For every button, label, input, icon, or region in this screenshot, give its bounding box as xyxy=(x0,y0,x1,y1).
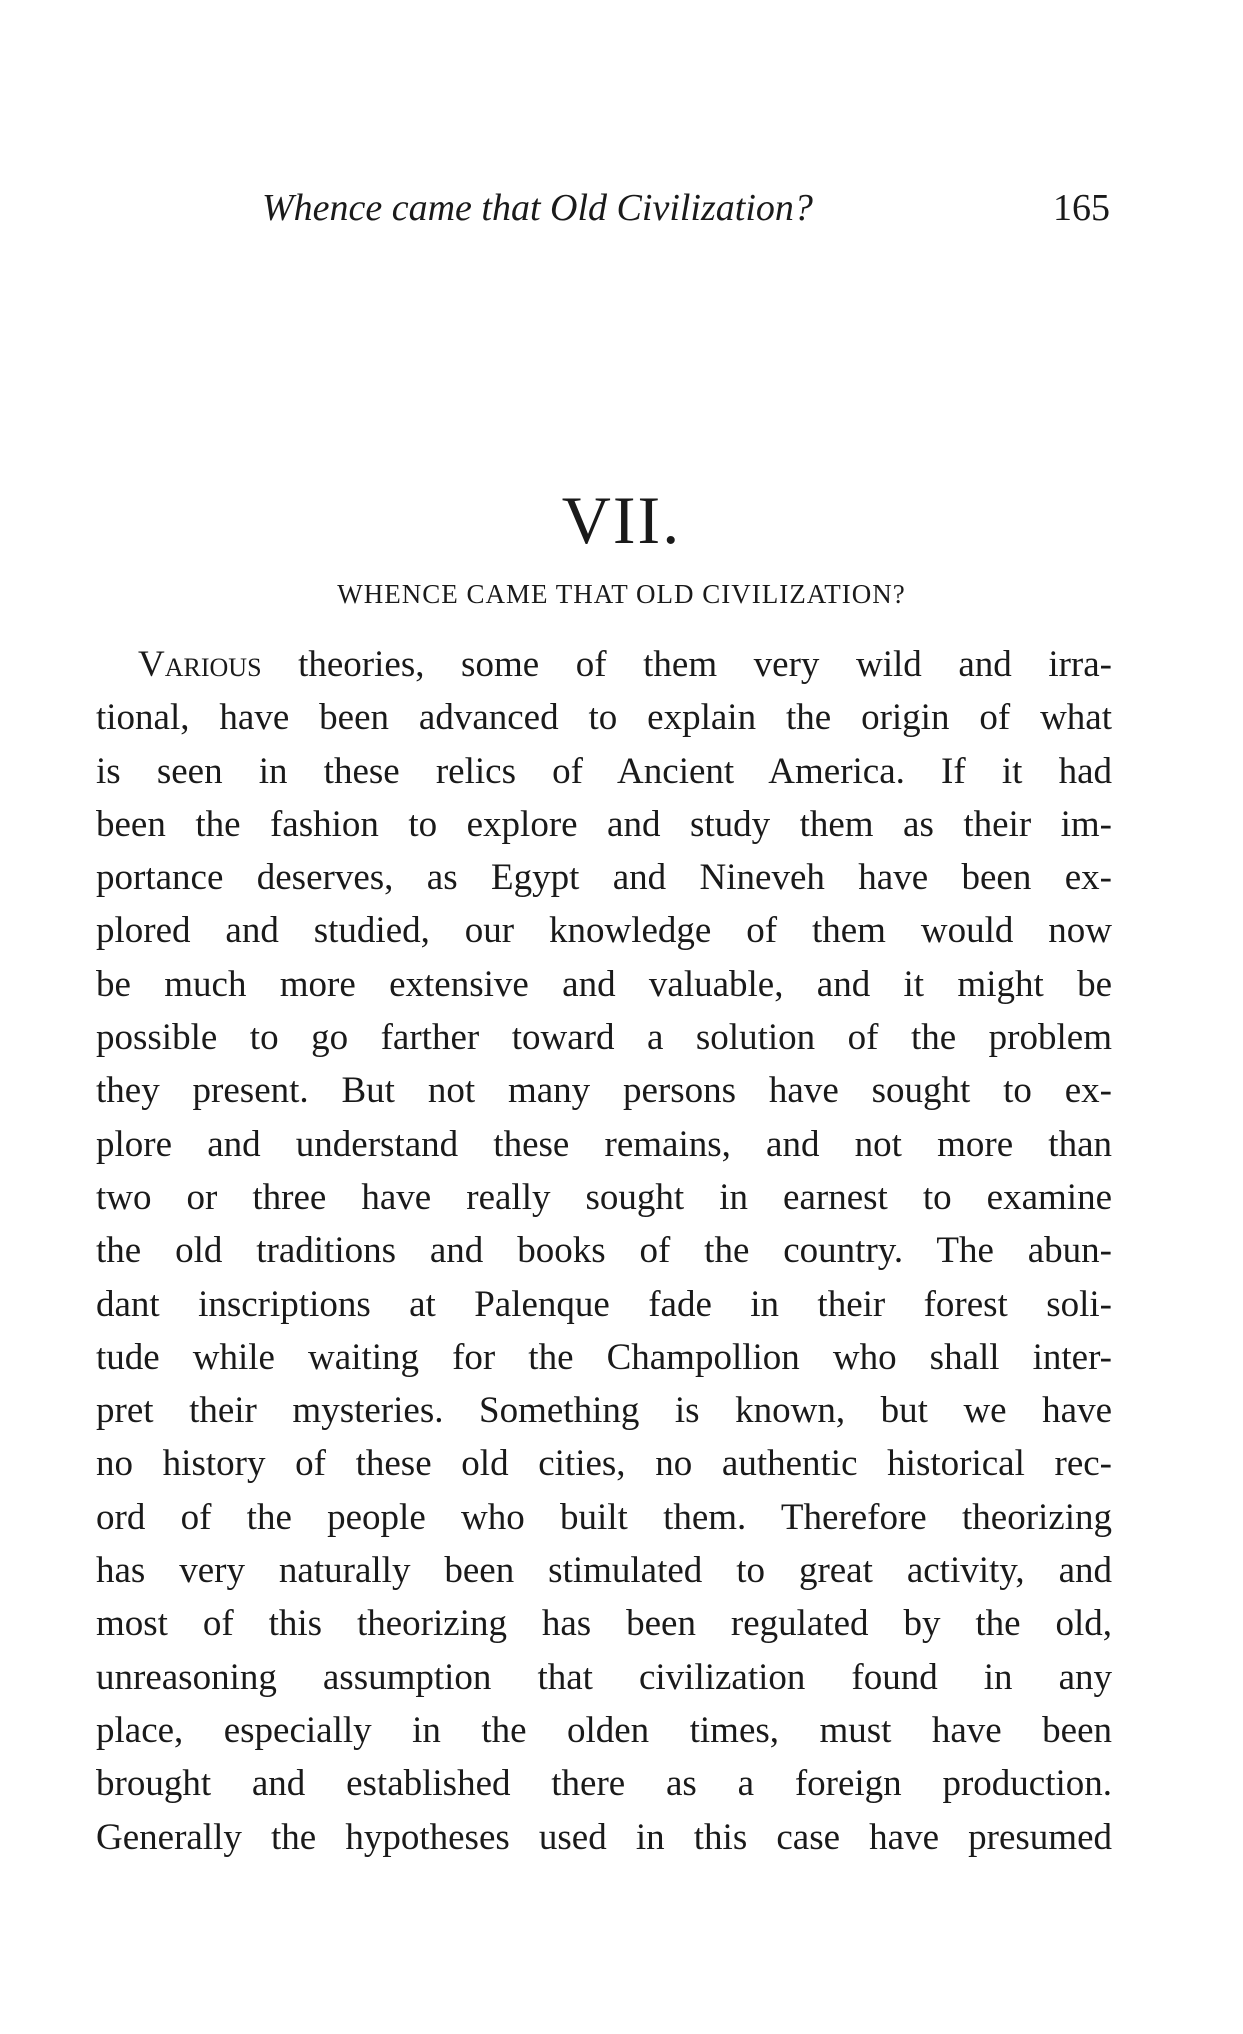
text-line: has very naturally been stimulated to great activity, and xyxy=(96,1550,1112,1592)
text-line: Generally the hypotheses used in this case have presumed xyxy=(96,1816,1112,1858)
text-line: most of this theorizing has been regulated by the old, xyxy=(96,1603,1112,1645)
text-line: two or three have really sought in earnest to examine xyxy=(96,1176,1112,1218)
text-line: portance deserves, as Egypt and Nineveh have been ex- xyxy=(96,857,1112,899)
text-line: they present. But not many persons have sought to ex- xyxy=(96,1070,1112,1112)
text-line: been the fashion to explore and study them as their im- xyxy=(96,803,1112,845)
text-line: plored and studied, our knowledge of them would now xyxy=(96,910,1112,952)
text-line: no history of these old cities, no authentic historical rec- xyxy=(96,1443,1112,1485)
chapter-title: WHENCE CAME THAT OLD CIVILIZATION? xyxy=(337,579,906,609)
text-line: Various theories, some of them very wild and irra- xyxy=(138,644,1112,685)
text-line: possible to go farther toward a solution of the problem xyxy=(96,1017,1112,1059)
text-line: plore and understand these remains, and not more than xyxy=(96,1123,1112,1165)
text-line: tude while waiting for the Champollion who shall inter- xyxy=(96,1336,1112,1378)
chapter-number: VII. xyxy=(561,482,682,558)
text-line: brought and established there as a foreign production. xyxy=(96,1763,1112,1805)
running-title: Whence came that Old Civilization? xyxy=(262,187,813,229)
body-paragraph xyxy=(96,638,1112,1864)
text-line: ord of the people who built them. Therefore theorizing xyxy=(96,1496,1112,1538)
running-head xyxy=(262,178,1110,238)
text-line: tional, have been advanced to explain the origin of what xyxy=(96,697,1112,739)
text-line: place, especially in the olden times, must have been xyxy=(96,1709,1112,1751)
text-line: unreasoning assumption that civilization found in any xyxy=(96,1656,1112,1698)
text-line: the old traditions and books of the country. The abun- xyxy=(96,1230,1112,1272)
page-number: 165 xyxy=(1053,187,1110,229)
text-line: be much more extensive and valuable, and it might be xyxy=(96,963,1112,1005)
text-line: pret their mysteries. Something is known, but we have xyxy=(96,1390,1112,1432)
text-line: is seen in these relics of Ancient America. If it had xyxy=(96,750,1112,792)
text-line: dant inscriptions at Palenque fade in their forest soli- xyxy=(96,1283,1112,1325)
